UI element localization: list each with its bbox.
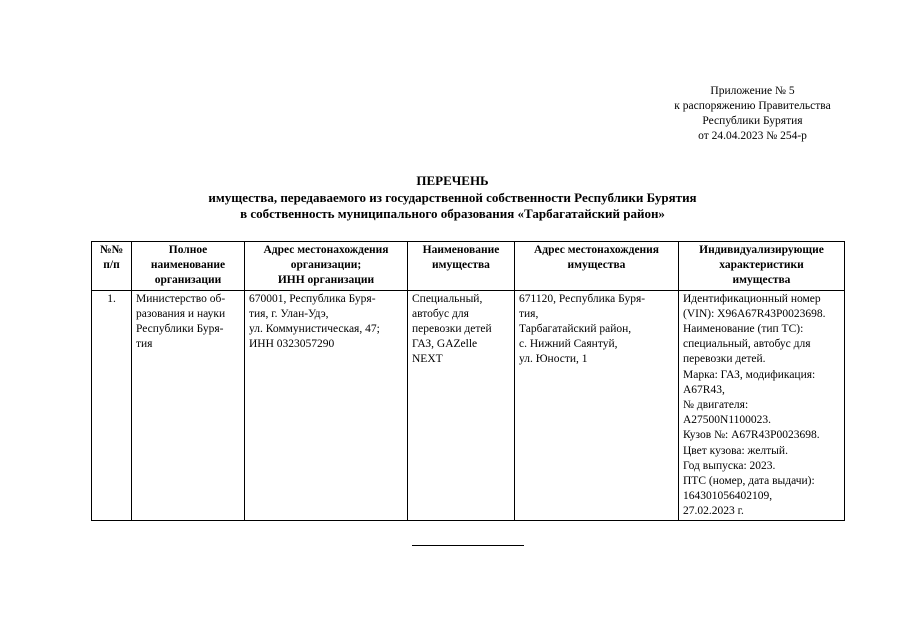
appendix-line: от 24.04.2023 № 254-р <box>698 130 807 142</box>
cell-org-name <box>132 290 245 520</box>
cell-text: ул. Юности, 1 <box>519 353 588 366</box>
cell-text: с. Нижний Саянтуй, <box>519 338 618 351</box>
footer-divider <box>412 545 524 546</box>
header-text: организации <box>154 274 222 287</box>
property-table <box>91 241 845 521</box>
header-text: ИНН организации <box>277 274 375 287</box>
cell-text: Цвет кузова: желтый. <box>683 444 788 457</box>
cell-text: A27500N1100023. <box>683 414 772 427</box>
cell-text: тия <box>136 338 153 351</box>
cell-text: 671120, Республика Буря- <box>519 292 646 305</box>
header-text: Адрес местонахождения <box>533 244 660 256</box>
header-text: имущества <box>732 274 791 287</box>
cell-text: перевозки детей <box>412 323 492 336</box>
title-line: имущества, передаваемого из государственной собственности Республики Бурятия <box>208 189 697 205</box>
header-text: имущества <box>567 259 626 272</box>
cell-text: автобус для <box>412 307 469 320</box>
cell-text: Республики Буря- <box>136 323 224 336</box>
header-text: наименование <box>150 259 226 272</box>
cell-text: A67R43, <box>683 383 725 396</box>
cell-text: тия, г. Улан-Удэ, <box>249 307 329 320</box>
header-text: Адрес местонахождения <box>263 244 389 256</box>
cell-text: Министерство об- <box>136 292 226 305</box>
cell-text: ИНН 0323057290 <box>249 338 335 351</box>
appendix-line: к распоряжению Правительства <box>674 100 831 112</box>
cell-text: 27.02.2023 г. <box>683 505 744 518</box>
cell-text: (VIN): X96A67R43P0023698. <box>683 307 826 320</box>
cell-text: Тарбагатайский район, <box>519 323 632 336</box>
title-line: в собственность муниципального образования «Тарбагатайский район» <box>240 206 665 221</box>
cell-text: Специальный, <box>412 292 483 305</box>
header-text: Наименование <box>422 244 500 256</box>
header-property-address <box>515 242 679 291</box>
table-row <box>92 290 845 520</box>
cell-text: перевозки детей. <box>683 353 766 366</box>
header-text: характеристики <box>719 259 804 272</box>
cell-text: № двигателя: <box>683 399 749 412</box>
cell-text: 164301056402109, <box>683 490 773 503</box>
appendix-line: Республики Бурятия <box>702 115 803 127</box>
title-heading: ПЕРЕЧЕНЬ <box>416 173 489 188</box>
cell-text: Кузов №: A67R43P0023698. <box>683 429 820 442</box>
header-org-address <box>245 242 408 291</box>
cell-org-address <box>245 290 408 520</box>
cell-text: тия, <box>519 307 539 320</box>
header-text: п/п <box>103 259 120 272</box>
header-org-name <box>132 242 245 291</box>
header-text: организации; <box>290 259 362 272</box>
header-characteristics <box>679 242 845 291</box>
cell-text: Идентификационный номер <box>683 292 821 305</box>
table-header-row <box>92 242 845 291</box>
cell-property-name <box>408 290 515 520</box>
cell-text: ул. Коммунистическая, 47; <box>249 323 380 336</box>
cell-characteristics <box>679 290 845 520</box>
cell-text: 670001, Республика Буря- <box>249 292 376 305</box>
cell-text: NEXT <box>412 353 443 366</box>
cell-number: 1. <box>92 290 132 520</box>
cell-text: специальный, автобус для <box>683 338 811 351</box>
header-number <box>92 242 132 291</box>
cell-text: Наименование (тип ТС): <box>683 323 804 336</box>
appendix-header <box>620 84 885 144</box>
cell-property-address <box>515 290 679 520</box>
header-text: Индивидуализирующие <box>699 244 824 256</box>
header-text: Полное <box>168 244 208 256</box>
header-text: №№ <box>99 244 124 256</box>
appendix-line: Приложение № 5 <box>710 85 795 97</box>
cell-text: разования и науки <box>136 307 226 320</box>
cell-text: Год выпуска: 2023. <box>683 459 776 472</box>
header-text: имущества <box>432 259 490 272</box>
cell-text: ГАЗ, GAZelle <box>412 338 478 351</box>
document-title <box>0 173 905 223</box>
header-property-name <box>408 242 515 291</box>
cell-text: Марка: ГАЗ, модификация: <box>683 368 816 381</box>
cell-text: ПТС (номер, дата выдачи): <box>683 475 815 488</box>
